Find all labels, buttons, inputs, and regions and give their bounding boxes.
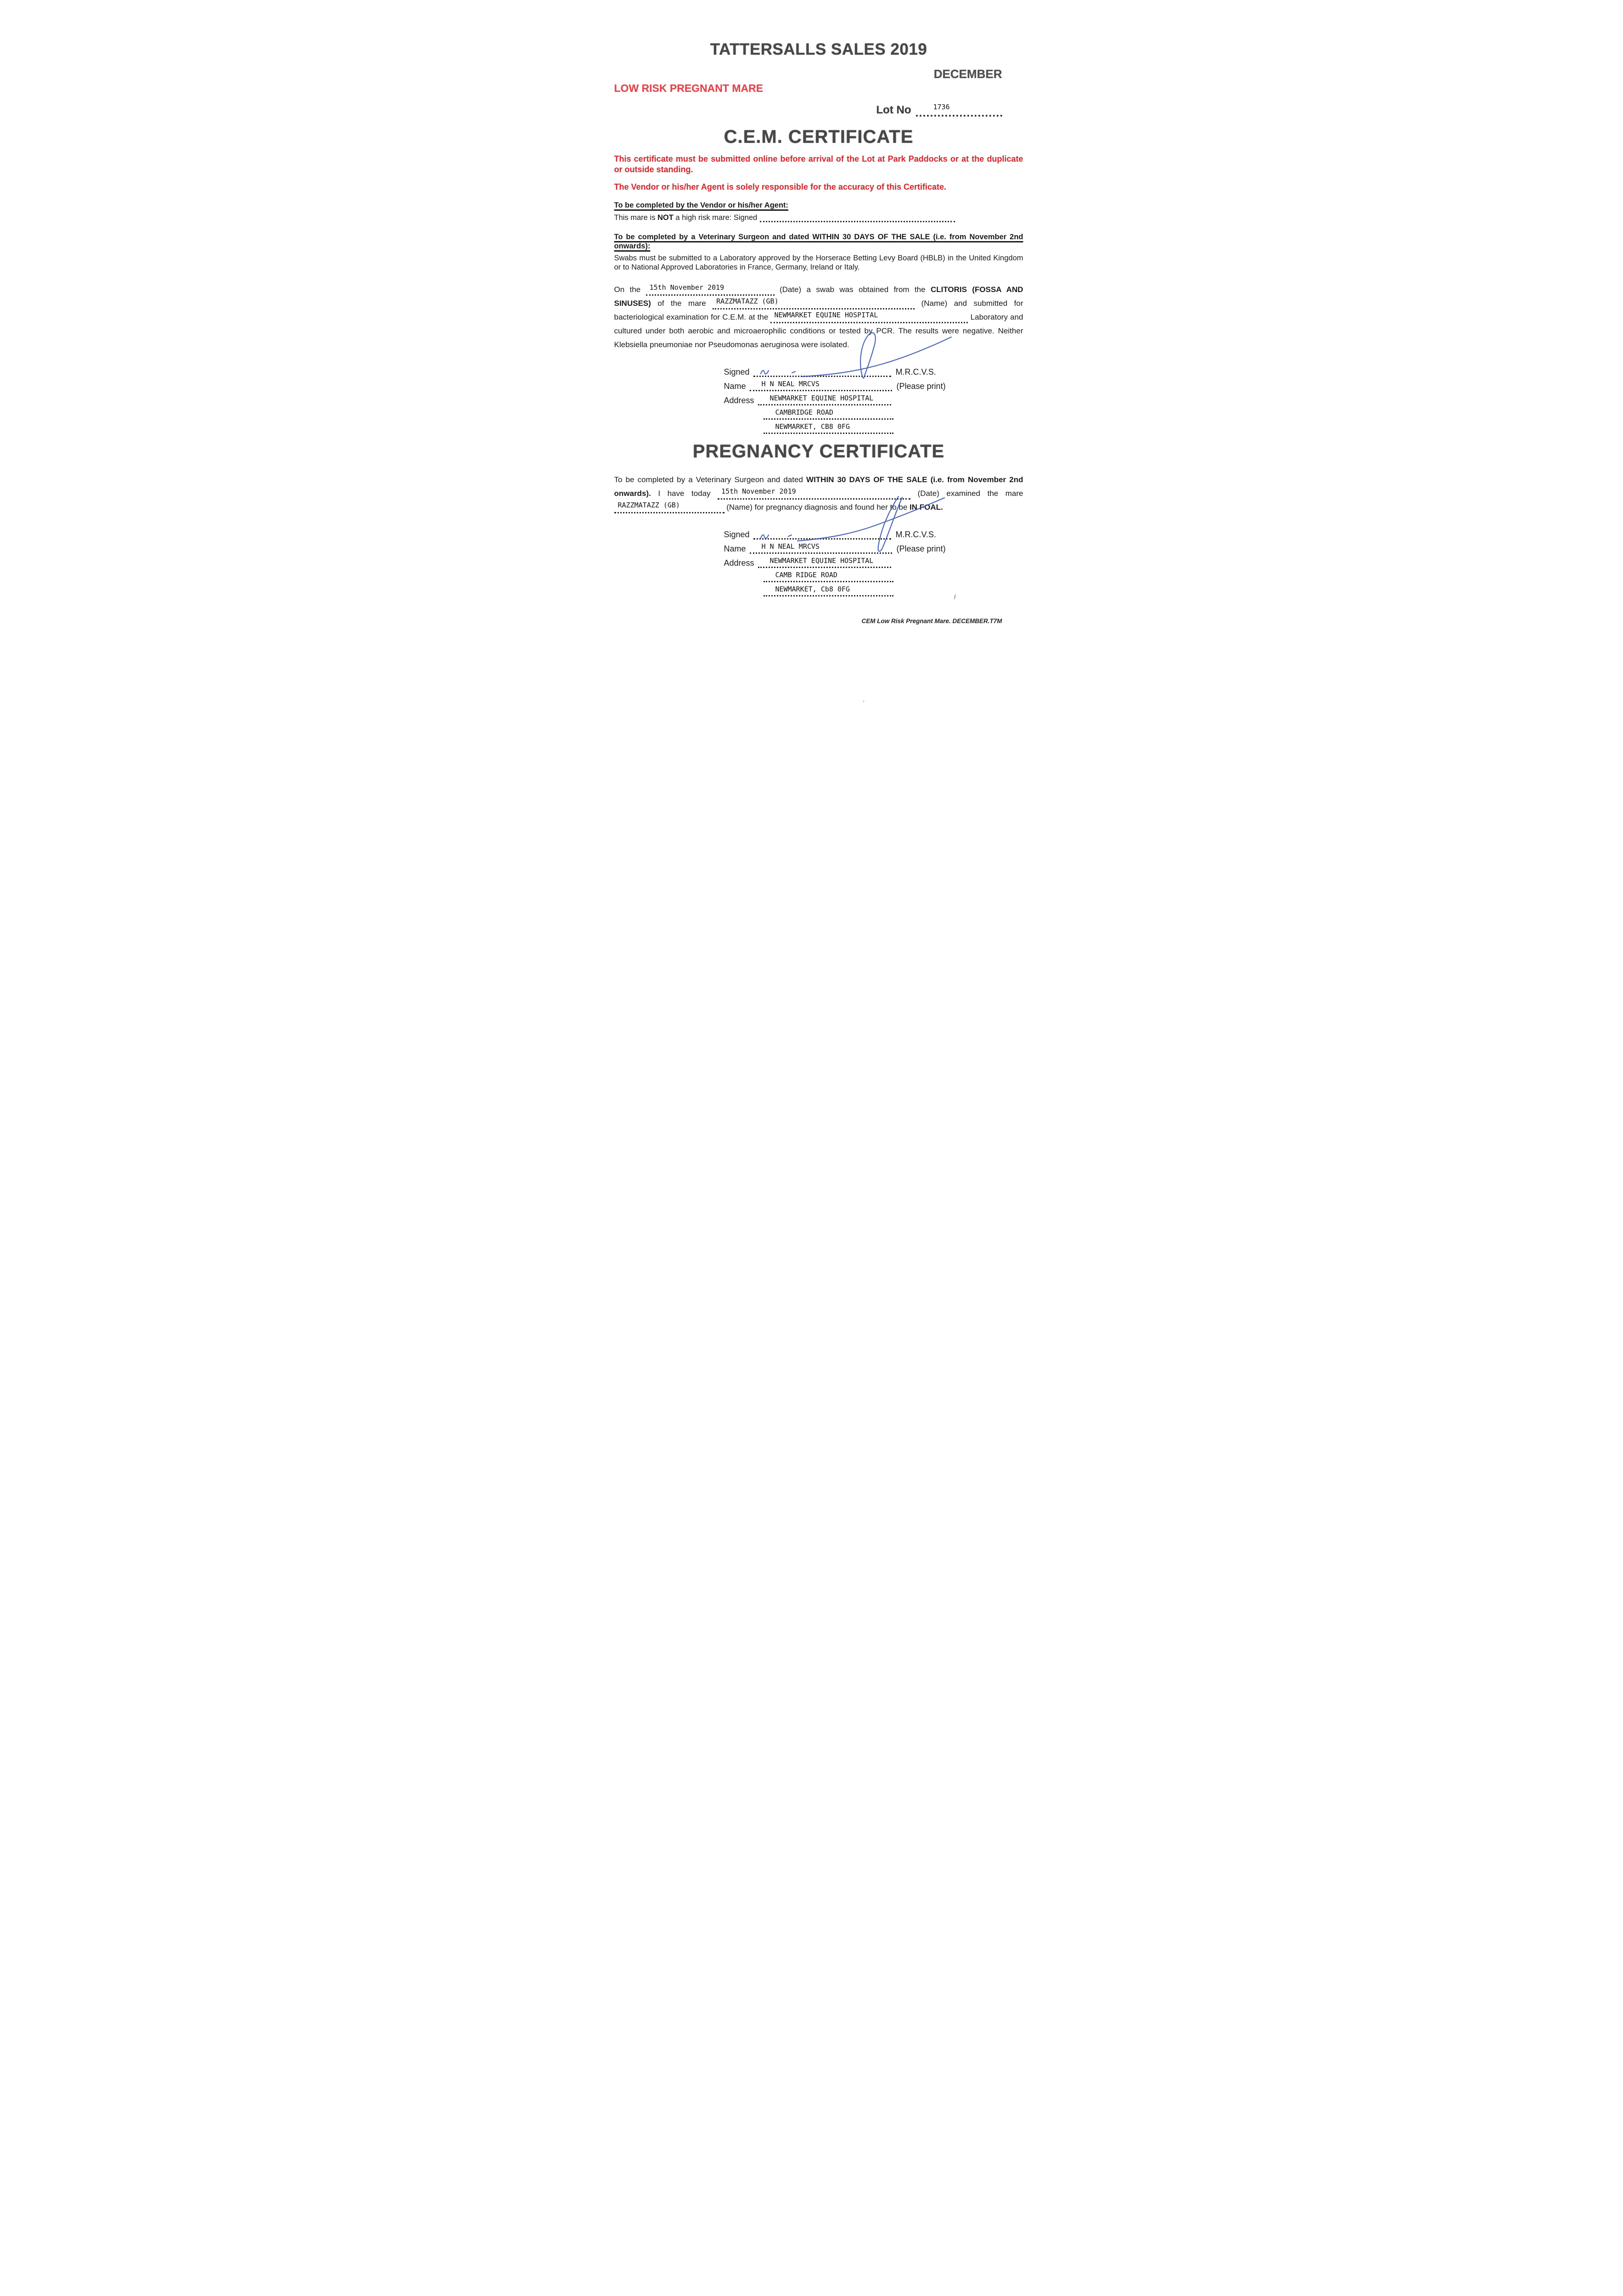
address-row-2 xyxy=(764,405,1023,420)
address-dotted-line-3 xyxy=(764,420,893,434)
name-dotted-line xyxy=(750,377,892,391)
address-label: Address xyxy=(724,395,754,405)
please-print-label: (Please print) xyxy=(896,544,946,553)
decl-suffix: a high risk mare: Signed xyxy=(675,213,758,222)
address-row-3 xyxy=(764,582,1023,597)
signed-dotted-line xyxy=(753,526,891,540)
name-row xyxy=(724,540,1023,554)
exam-date-field xyxy=(718,489,910,500)
address-row xyxy=(724,554,1023,568)
name-value: H N NEAL MRCVS xyxy=(761,542,820,551)
document-page xyxy=(559,0,1064,715)
signed-row xyxy=(724,525,1023,540)
address-dotted-line-2 xyxy=(764,568,893,582)
mrcvs-label: M.R.C.V.S. xyxy=(895,529,936,539)
month-label: DECEMBER xyxy=(933,67,1002,81)
preg-seg-diagnosis: (Name) for pregnancy diagnosis and found her to be xyxy=(726,502,908,512)
address-dotted-line xyxy=(758,392,891,405)
address-dotted-line-2 xyxy=(764,406,893,420)
address-row-2 xyxy=(764,568,1023,582)
decl-not-word: NOT xyxy=(657,213,674,222)
address-row xyxy=(724,391,1023,405)
in-foal-bold: IN FOAL. xyxy=(910,502,943,512)
mrcvs-label: M.R.C.V.S. xyxy=(895,367,936,377)
address-line2-value: CAMBRIDGE ROAD xyxy=(775,408,833,416)
name-value: H N NEAL MRCVS xyxy=(761,379,820,388)
risk-category-label: LOW RISK PREGNANT MARE xyxy=(614,82,764,94)
vendor-section-heading: To be completed by the Vendor or his/her Agent: xyxy=(614,201,789,209)
cem-seg-submitted: (Name) and submitted for bacteriological examination for C.E.M. at the xyxy=(614,298,1023,321)
swabs-paragraph: Swabs must be submitted to a Laboratory approved by the Horserace Betting Levy Board (HBLB) in the United Kingdom or to National Approved Laboratories in France, Germany, Ireland or Italy. xyxy=(614,253,1023,271)
notice-vendor-responsible: The Vendor or his/her Agent is solely responsible for the accuracy of this Certificate. xyxy=(614,182,947,191)
address-line3-value: NEWMARKET, CB8 0FG xyxy=(775,422,850,431)
vet-section-heading: To be completed by a Veterinary Surgeon and dated WITHIN 30 DAYS OF THE SALE (i.e. from November 2nd onwards): xyxy=(614,232,1023,250)
name-label: Name xyxy=(724,381,746,391)
exam-date-value: 15th November 2019 xyxy=(721,487,796,495)
name-dotted-line xyxy=(750,540,892,554)
cem-seg-tail: Laboratory and cultured under both aerobic and microaerophilic conditions or tested by PCR. The results were negative. Neither Klebsiella pneumoniae nor Pseudomonas aeruginosa were isolated. xyxy=(614,312,1023,349)
name-row xyxy=(724,377,1023,391)
vendor-signed-dotted-line xyxy=(760,214,955,222)
please-print-label: (Please print) xyxy=(896,381,946,391)
scan-speck xyxy=(862,700,864,703)
lot-number-value: 1736 xyxy=(933,103,950,111)
preg-seg-examined: (Date) examined the mare xyxy=(917,489,1023,498)
swab-date-field xyxy=(646,285,775,296)
cem-form-paragraph xyxy=(614,283,1023,352)
preg-mare-name-field xyxy=(614,503,724,513)
name-label: Name xyxy=(724,544,746,553)
signed-label: Signed xyxy=(724,529,750,539)
notice-submit-online: This certificate must be submitted online before arrival of the Lot at Park Paddocks or at the duplicate or outside standing. xyxy=(614,154,1023,174)
signed-dotted-line xyxy=(753,363,891,377)
pregnancy-certificate-heading: PREGNANCY CERTIFICATE xyxy=(692,441,945,461)
laboratory-value: NEWMARKET EQUINE HOSPITAL xyxy=(774,310,878,319)
address-line1-value: NEWMARKET EQUINE HOSPITAL xyxy=(769,394,874,402)
pregnancy-form-paragraph xyxy=(614,473,1023,514)
signed-label: Signed xyxy=(724,367,750,377)
doc-title: TATTERSALLS SALES 2019 xyxy=(710,40,927,58)
cem-signature-block xyxy=(724,363,1023,434)
preg-mare-name-value: RAZZMATAZZ (GB) xyxy=(618,501,680,509)
address-line3-value: NEWMARKET, Cb8 0FG xyxy=(775,585,850,593)
footer-reference: CEM Low Risk Pregnant Mare. DECEMBER.T7M xyxy=(861,617,1002,625)
decl-prefix: This mare is xyxy=(614,213,656,222)
cem-certificate-heading: C.E.M. CERTIFICATE xyxy=(724,127,914,147)
mare-name-field xyxy=(713,299,915,310)
cem-seg-date: (Date) a swab was obtained from the xyxy=(779,285,926,294)
preg-seg-have-today: I have today xyxy=(658,489,711,498)
lot-row xyxy=(614,98,1002,117)
address-label: Address xyxy=(724,558,754,568)
preg-within-bold: WITHIN 30 DAYS OF THE SALE (i.e. from November 2nd onwards). xyxy=(614,475,1023,498)
address-line1-value: NEWMARKET EQUINE HOSPITAL xyxy=(769,556,874,565)
cem-seg-on-the: On the xyxy=(614,285,641,294)
swab-site-bold: CLITORIS (FOSSA AND SINUSES) xyxy=(614,285,1023,308)
address-row-3 xyxy=(764,420,1023,434)
signed-row xyxy=(724,363,1023,377)
laboratory-field xyxy=(770,310,968,323)
vendor-declaration-line xyxy=(614,213,1023,222)
lot-no-label: Lot No xyxy=(876,104,911,116)
mare-name-value: RAZZMATAZZ (GB) xyxy=(716,297,779,305)
preg-seg-completed: To be completed by a Veterinary Surgeon and dated xyxy=(614,475,803,484)
pregnancy-signature-block xyxy=(724,525,1023,597)
swab-date-value: 15th November 2019 xyxy=(649,283,724,292)
cem-seg-of-mare: of the mare xyxy=(657,298,706,308)
address-dotted-line xyxy=(758,554,891,568)
address-line2-value: CAMB RIDGE ROAD xyxy=(775,570,837,579)
lot-no-dotted-line xyxy=(916,100,1002,117)
address-dotted-line-3 xyxy=(764,583,893,597)
